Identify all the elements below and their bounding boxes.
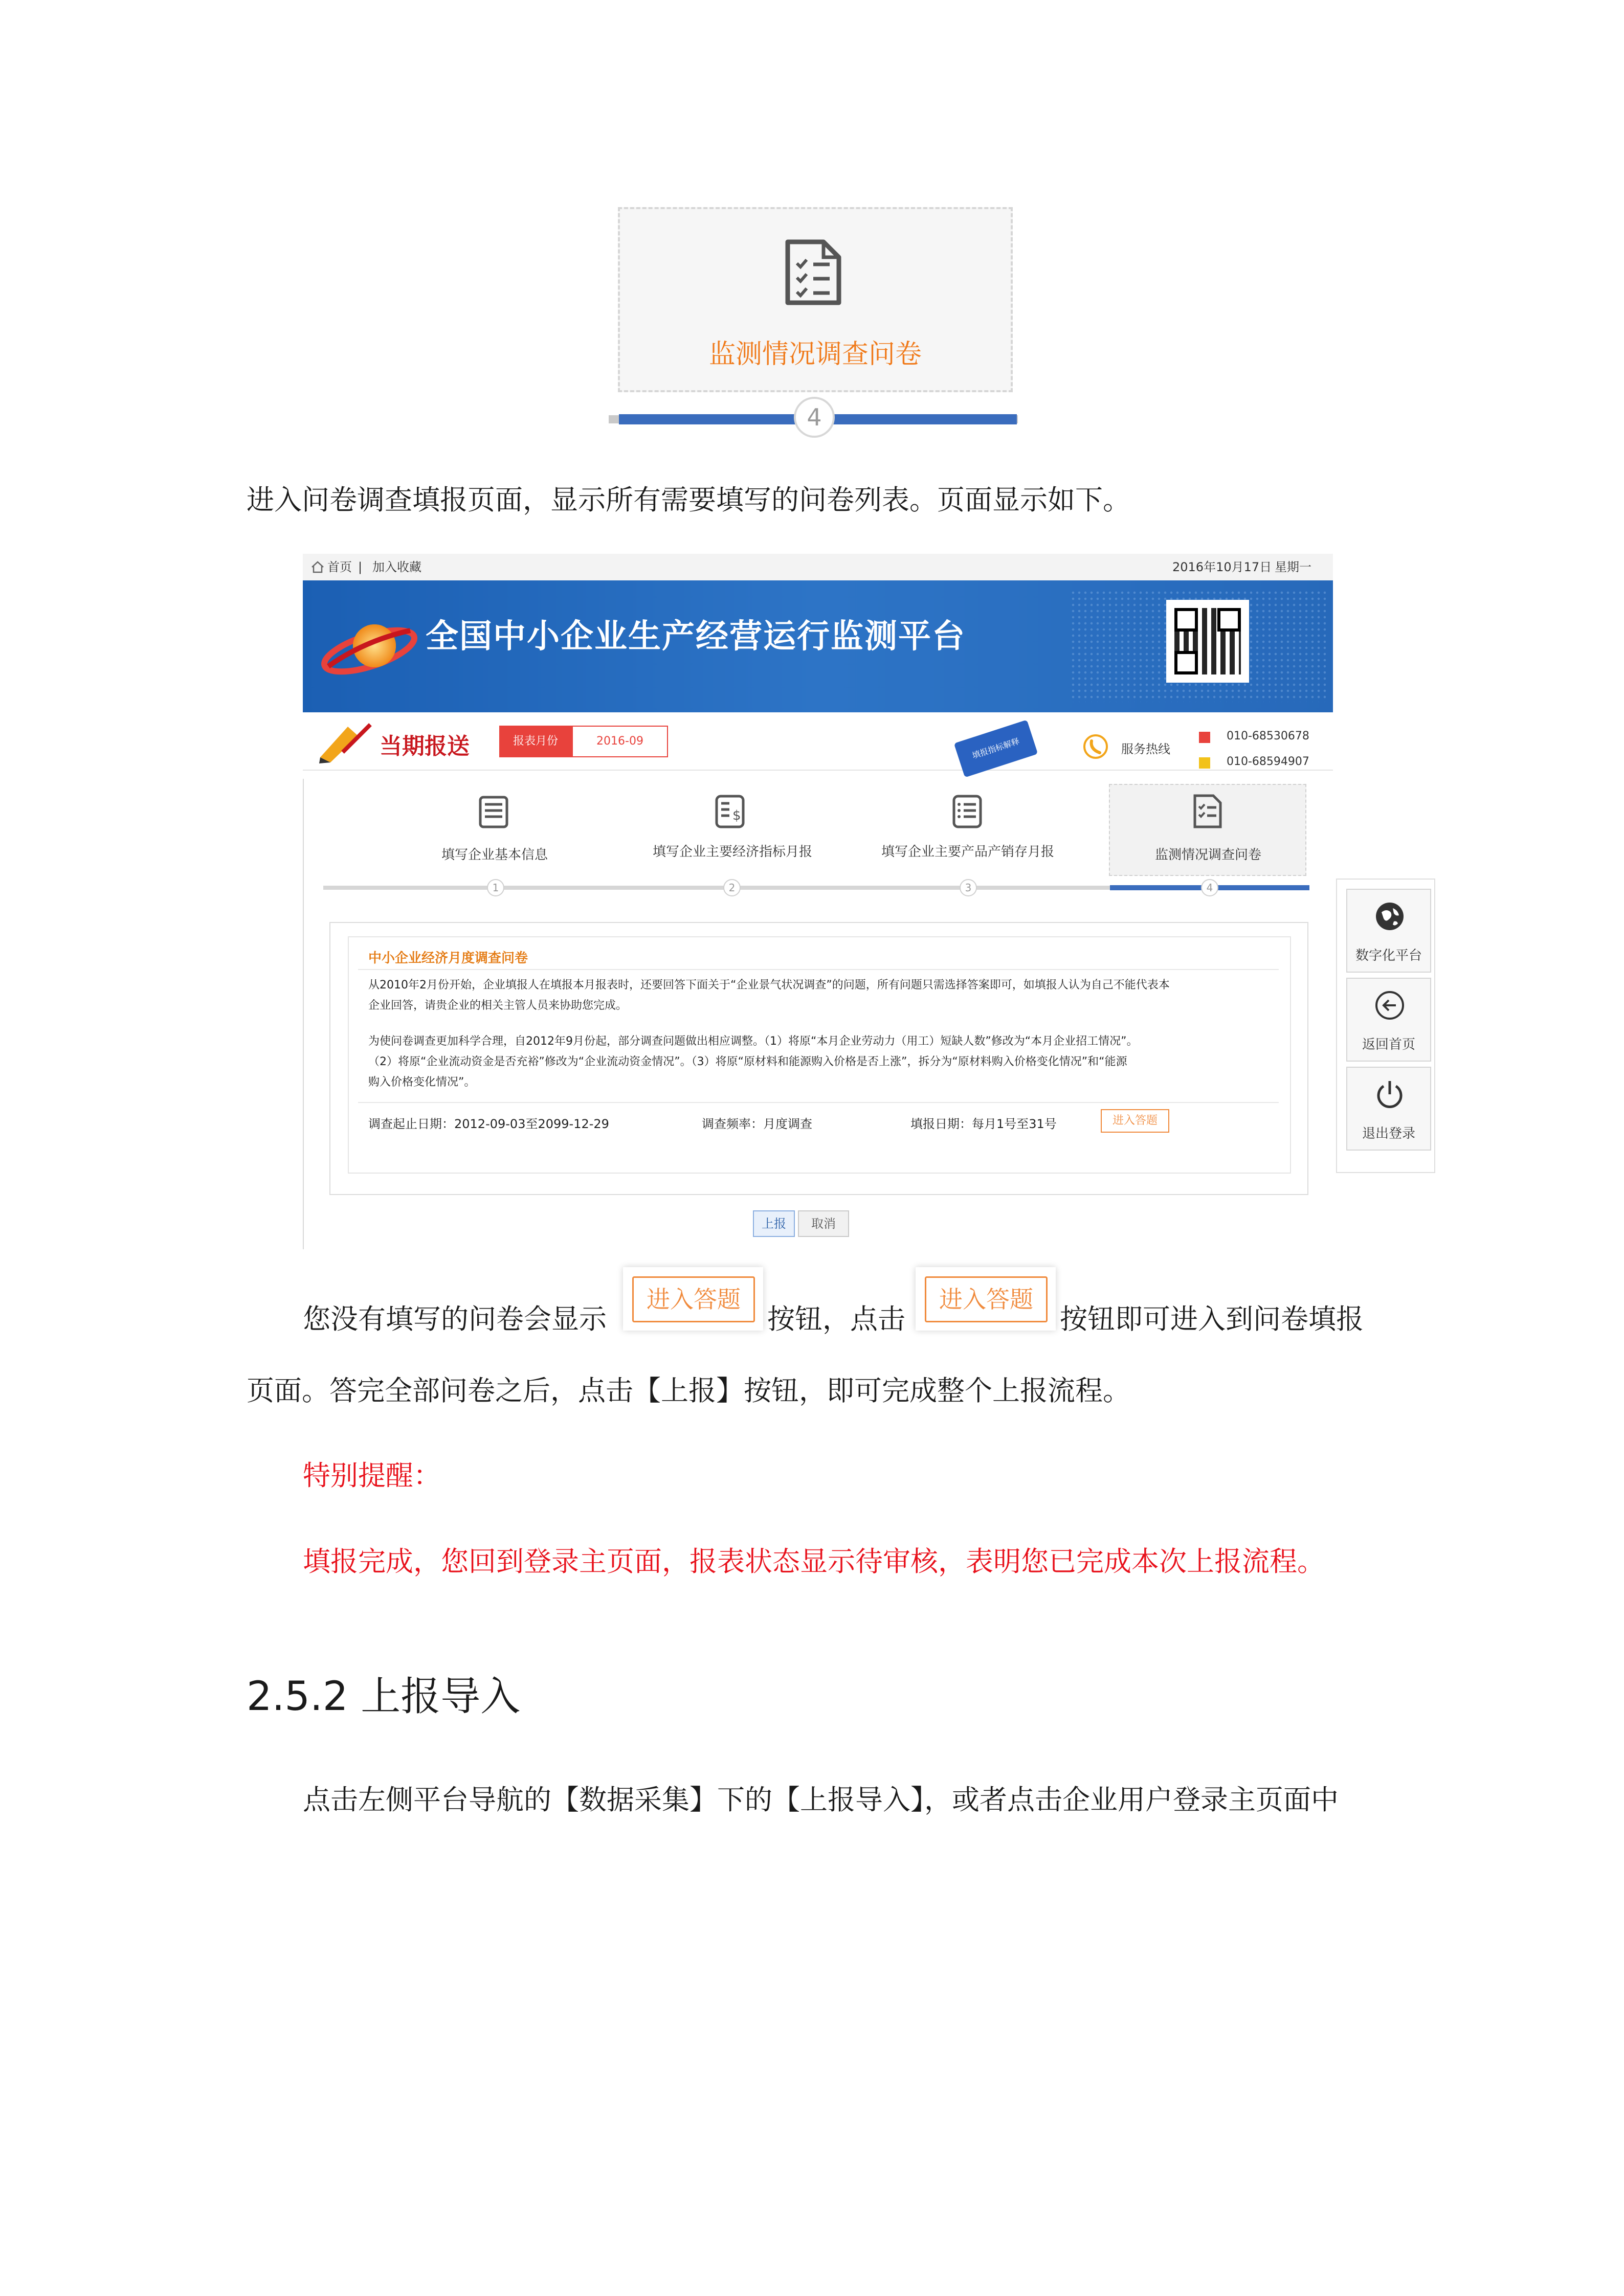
svg-text:$: $ — [732, 808, 741, 823]
progress-track — [323, 886, 1111, 890]
step-card-label: 监测情况调查问卷 — [708, 339, 922, 370]
platform-logo-icon — [318, 610, 420, 687]
phone-number-2: 010-68594907 — [1227, 755, 1309, 768]
banner-title: 全国中小企业生产经营运行监测平台 — [426, 617, 966, 656]
cancel-button[interactable]: 取消 — [798, 1210, 849, 1237]
survey-title: 中小企业经济月度调查问卷 — [368, 951, 528, 966]
reminder-title: 特别提醒： — [303, 1459, 441, 1492]
pen-icon — [317, 722, 373, 764]
phone2-marker — [1199, 757, 1210, 769]
step-number-4: 4 — [1201, 879, 1218, 896]
section-heading: 2.5.2 上报导入 — [247, 1674, 521, 1720]
enter-answer-label: 进入答题 — [925, 1276, 1048, 1322]
paragraph-text: 点击左侧平台导航的【数据采集】下的【上报导入】，或者点击企业用户登录主页面中 — [303, 1784, 1339, 1816]
step-number: 4 — [794, 397, 835, 438]
intro-paragraph: 进入问卷调查填报页面，显示所有需要填写的问卷列表。页面显示如下。 — [247, 484, 1130, 516]
home-icon[interactable] — [311, 561, 324, 573]
clipboard-icon — [478, 793, 509, 829]
step-label-1[interactable]: 填写企业基本信息 — [441, 847, 548, 863]
hotline-label: 服务热线 — [1121, 742, 1170, 756]
step-label-2[interactable]: 填写企业主要经济指标月报 — [652, 844, 812, 860]
enter-answer-button-sample[interactable] — [623, 1267, 763, 1331]
step-number-2: 2 — [723, 879, 741, 896]
survey-frequency: 调查频率：月度调查 — [702, 1117, 812, 1131]
paragraph-text: 您没有填写的问卷会显示 — [303, 1303, 607, 1335]
side-nav-digital-platform[interactable] — [1346, 889, 1431, 973]
submit-button[interactable]: 上报 — [753, 1210, 795, 1237]
screenshot-frame — [303, 554, 1333, 1249]
survey-text-line: 购入价格变化情况”。 — [368, 1076, 476, 1089]
power-icon — [1374, 1079, 1405, 1110]
phone-icon — [1083, 734, 1108, 759]
step-number-1: 1 — [487, 879, 504, 896]
survey-divider — [358, 1102, 1279, 1103]
money-doc-icon — [714, 793, 746, 829]
survey-text-line: 从2010年2月份开始，企业填报人在填报本月报表时，还要回答下面关于“企业景气状况调查”的问题，所有问题只需选择答案即可，如填报人认为自己不能代表本 — [368, 979, 1170, 992]
checklist-icon — [783, 238, 844, 307]
phone1-marker — [1199, 732, 1210, 743]
index-explanation-tag[interactable]: 填报指标解释 — [954, 720, 1038, 778]
checklist-icon — [1192, 793, 1223, 829]
home-link[interactable]: 首页 — [327, 560, 352, 574]
report-month-label: 报表月份 — [499, 726, 572, 757]
enter-answer-button[interactable]: 进入答题 — [1101, 1109, 1169, 1133]
back-arrow-icon — [1374, 990, 1405, 1021]
side-nav-logout[interactable] — [1346, 1067, 1431, 1151]
qr-code — [1166, 600, 1249, 683]
side-nav-home[interactable] — [1346, 978, 1431, 1062]
top-link-bar — [303, 554, 1333, 581]
report-month-value[interactable]: 2016-09 — [572, 726, 668, 757]
paragraph-text: 按钮即可进入到问卷填报 — [1060, 1303, 1364, 1335]
survey-text-line: 为使问卷调查更加科学合理，自2012年9月份起，部分调查问题做出相应调整。（1）将原“本月企业劳动力（用工）短缺人数”修改为“本月企业招工情况”。 — [368, 1035, 1138, 1048]
side-nav-label: 退出登录 — [1362, 1126, 1415, 1141]
date-text: 2016年10月17日 — [1172, 560, 1272, 574]
step-number-3: 3 — [960, 879, 977, 896]
favorite-link[interactable]: 加入收藏 — [372, 560, 421, 574]
globe-icon — [1374, 901, 1405, 932]
survey-fill-date: 填报日期：每月1号至31号 — [910, 1117, 1057, 1131]
step-label-3[interactable]: 填写企业主要产品产销存月报 — [881, 844, 1054, 860]
current-report-label: 当期报送 — [380, 733, 470, 759]
reminder-text: 填报完成，您回到登录主页面，报表状态显示待审核，表明您已完成本次上报流程。 — [303, 1545, 1325, 1578]
survey-text-line: （2）将原“企业流动资金是否充裕”修改为“企业流动资金情况”。（3）将原“原材料和能源购入价格是否上涨”，拆分为“原材料购入价格变化情况”和“能源 — [368, 1055, 1127, 1068]
phone-number-1: 010-68530678 — [1227, 730, 1309, 742]
link-separator: | — [358, 560, 363, 574]
paragraph-text: 按钮，点击 — [767, 1303, 905, 1335]
list-doc-icon — [951, 793, 983, 829]
enter-answer-button-sample[interactable] — [916, 1267, 1056, 1331]
survey-period: 调查起止日期：2012-09-03至2099-12-29 — [368, 1117, 609, 1131]
side-nav-label: 数字化平台 — [1355, 948, 1422, 963]
enter-answer-label: 进入答题 — [632, 1276, 755, 1322]
survey-divider — [358, 969, 1279, 970]
paragraph-text: 页面。答完全部问卷之后，点击【上报】按钮，即可完成整个上报流程。 — [247, 1375, 1130, 1407]
survey-text-line: 企业回答，请贵企业的相关主管人员来协助您完成。 — [368, 999, 628, 1012]
step-label-4[interactable]: 监测情况调查问卷 — [1154, 847, 1261, 863]
weekday-text: 星期一 — [1275, 560, 1311, 574]
side-nav-label: 返回首页 — [1362, 1037, 1415, 1052]
